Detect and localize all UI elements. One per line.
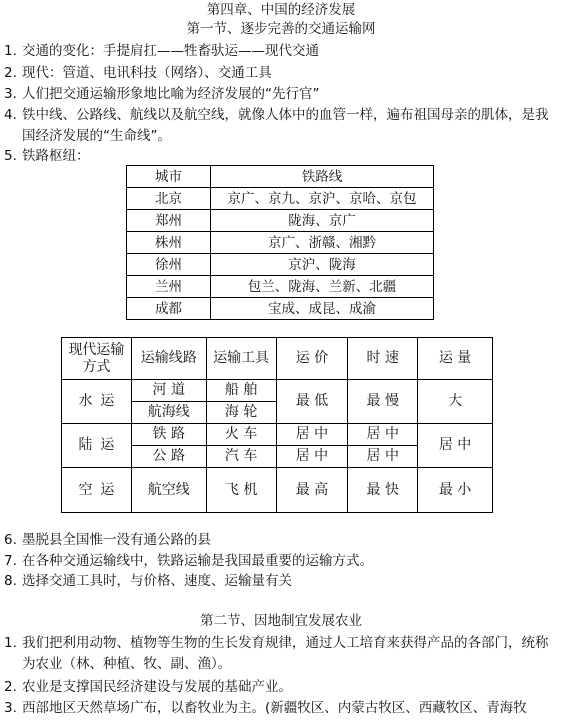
table-header-row [62,338,493,380]
city-cell: 成都 [127,298,211,320]
city-cell: 北京 [127,188,211,210]
item-number: 1. [4,43,17,59]
city-cell: 株州 [127,232,211,254]
header-cell: 城市 [127,166,211,188]
lines-cell: 京广、浙赣、湘黔 [211,232,434,254]
price-cell: 居 中 [276,446,348,468]
mode-cell: 水运 [62,380,132,424]
tool-cell: 船 舶 [206,380,276,402]
speed-cell: 最 快 [348,468,418,513]
transport-comparison-table [61,337,493,513]
tool-cell: 飞 机 [206,468,276,513]
price-cell: 最 高 [276,468,348,513]
header-cell: 铁路线 [211,166,434,188]
speed-cell: 居 中 [348,446,418,468]
lines-cell: 京广、京九、京沪、京哈、京包 [211,188,434,210]
header-cell: 运输工具 [206,338,276,380]
tool-cell: 火 车 [206,424,276,446]
table-row [127,276,434,298]
item-text: 西部地区天然草场广布，以畜牧业为主。(新疆牧区、内蒙古牧区、西藏牧区、青海牧 [22,700,527,716]
mode-cell: 陆运 [62,424,132,468]
lines-cell: 宝成、成昆、成渝 [211,298,434,320]
header-cell: 时 速 [348,338,418,380]
table-row [62,424,493,446]
item-text: 铁中线、公路线、航线以及航空线，就像人体中的血管一样，遍布祖国母亲的肌体，是我国经济发展的“生命线”。 [22,107,549,144]
route-cell: 河 道 [131,380,206,402]
speed-cell: 最 慢 [348,380,418,424]
item-text: 选择交通工具时，与价格、速度、运输量有关 [22,573,292,589]
section2-title: 第二节、因地制宜发展农业 [200,613,362,629]
railway-hub-table [126,165,434,320]
volume-cell: 居 中 [418,424,493,468]
item-number: 6. [4,532,17,548]
mode-cell: 空运 [62,468,132,513]
table-row [127,188,434,210]
item-number: 3. [4,700,17,716]
table-row [127,298,434,320]
item-number: 5. [4,148,17,164]
item-text: 墨脱县全国惟一没有通公路的县 [22,532,211,548]
item-text: 铁路枢纽： [22,148,90,164]
route-cell: 公 路 [131,446,206,468]
price-cell: 居 中 [276,424,348,446]
volume-cell: 大 [418,380,493,424]
item-number: 2. [4,65,17,81]
table-header-row [127,166,434,188]
header-cell: 现代运输方式 [62,338,132,380]
table-row [62,468,493,513]
table-row [127,254,434,276]
section1-title: 第一节、逐步完善的交通运输网 [186,21,376,37]
tool-cell: 海 轮 [206,402,276,424]
table-row [127,210,434,232]
item-text: 我们把利用动物、植物等生物的生长发育规律，通过人工培育来获得产品的各部门，统称为农业（林、种植、牧、副、渔）。 [22,635,549,672]
item-number: 1. [4,635,17,651]
item-number: 7. [4,553,17,569]
table-row [127,232,434,254]
item-number: 4. [4,107,17,123]
speed-cell: 居 中 [348,424,418,446]
header-cell: 运 量 [418,338,493,380]
header-cell: 运 价 [276,338,348,380]
header-cell: 运输线路 [131,338,206,380]
city-cell: 郑州 [127,210,211,232]
volume-cell: 最 小 [418,468,493,513]
item-text: 在各种交通运输线中，铁路运输是我国最重要的运输方式。 [22,553,373,569]
item-number: 8. [4,573,17,589]
item-text: 现代：管道、电讯科技（网络）、交通工具 [22,65,272,81]
lines-cell: 包兰、陇海、兰新、北疆 [211,276,434,298]
city-cell: 兰州 [127,276,211,298]
city-cell: 徐州 [127,254,211,276]
price-cell: 最 低 [276,380,348,424]
route-cell: 航空线 [131,468,206,513]
item-text: 交通的变化：手提肩扛——牲畜驮运——现代交通 [22,43,319,59]
lines-cell: 陇海、京广 [211,210,434,232]
lines-cell: 京沪、陇海 [211,254,434,276]
chapter-title: 第四章、中国的经济发展 [206,2,356,18]
tool-cell: 汽 车 [206,446,276,468]
item-number: 2. [4,679,17,695]
table-row [62,380,493,402]
item-text: 农业是支撑国民经济建设与发展的基础产业。 [22,679,292,695]
item-number: 3. [4,86,17,102]
route-cell: 航海线 [131,402,206,424]
route-cell: 铁 路 [131,424,206,446]
item-text: 人们把交通运输形象地比喻为经济发展的“先行官” [22,86,320,102]
